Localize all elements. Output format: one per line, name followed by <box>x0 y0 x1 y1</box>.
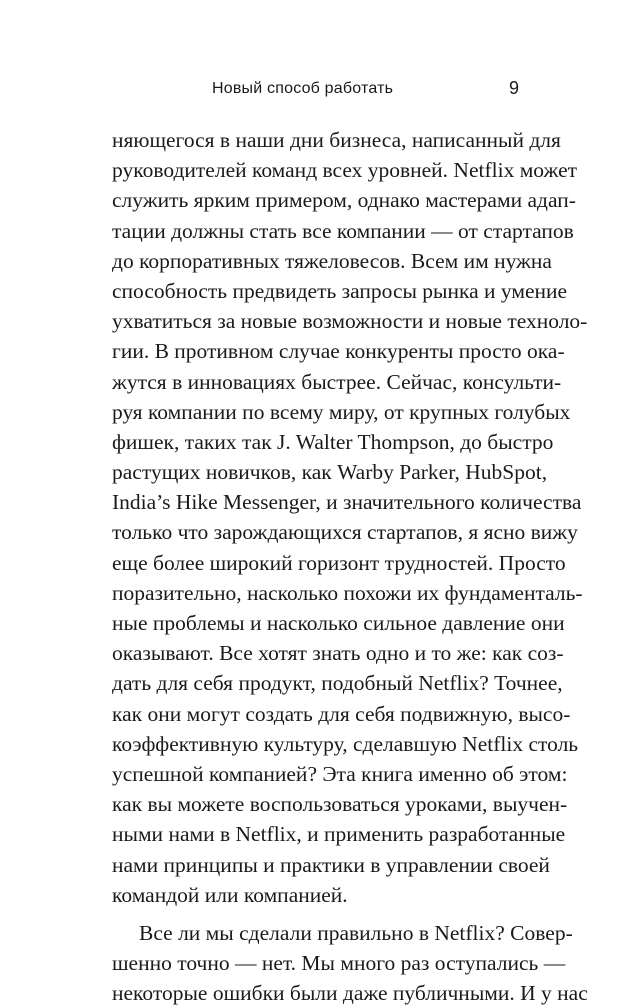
text-line: няющегося в наши дни бизнеса, написанный для <box>112 128 561 152</box>
text-line: еще более широкий горизонт трудностей. Просто <box>112 550 566 575</box>
text-line: жутся в инновациях быстрее. Сейчас, консульти- <box>112 369 562 394</box>
text-line: коэффективную культуру, сделавшую Netflix столь <box>112 731 579 756</box>
text-line: руководителей команд всех уровней. Netflix может <box>112 158 578 183</box>
text-line: нами принципы и практики в управлении своей <box>112 852 550 877</box>
text-line: поразительно, насколько похожи их фундаменталь- <box>112 580 583 605</box>
text-line: дать для себя продукт, подобный Netflix? Точнее, <box>112 671 563 696</box>
text-line: некоторые ошибки были даже публичными. И у нас <box>112 981 588 1006</box>
text-line: ные проблемы и насколько сильное давление они <box>112 611 565 635</box>
paragraph <box>112 918 588 1008</box>
text-line: служить ярким примером, однако мастерами адап- <box>112 188 576 213</box>
text-line: до корпоративных тяжеловесов. Всем им нужна <box>112 248 552 273</box>
text-line: оказывают. Все хотят знать одно и то же: как соз- <box>112 641 564 666</box>
text-line: Все ли мы сделали правильно в Netflix? Совер- <box>139 920 573 945</box>
text-line: как они могут создать для себя подвижную, высо- <box>112 701 571 726</box>
text-line: успешной компанией? Эта книга именно об этом: <box>112 761 568 786</box>
text-line: шенно точно — нет. Мы много раз оступались — <box>112 951 566 976</box>
text-line: гии. В противном случае конкуренты просто ока- <box>112 339 565 364</box>
paragraph-gap <box>112 910 519 918</box>
body-text <box>112 125 588 1008</box>
text-line: как вы можете воспользоваться уроками, выучен- <box>112 792 568 817</box>
text-line: руя компании по всему миру, от крупных голубых <box>112 399 571 424</box>
text-line: фишек, таких так J. Walter Thompson, до быстро <box>112 429 554 454</box>
text-line: ными нами в Netflix, и применить разработанные <box>112 822 566 847</box>
running-header <box>112 78 519 108</box>
page-number: 9 <box>508 78 519 98</box>
text-line: командой или компанией. <box>112 882 348 907</box>
paragraph <box>112 125 588 910</box>
text-line: тации должны стать все компании — от стартапов <box>112 218 574 243</box>
text-line: ухватиться за новые возможности и новые техноло- <box>112 309 588 334</box>
text-line: India’s Hike Messenger, и значительного количества <box>112 490 582 515</box>
text-line: способность предвидеть запросы рынка и умение <box>112 278 568 303</box>
running-title: Новый способ работать <box>212 80 394 97</box>
text-line: только что зарождающихся стартапов, я ясно вижу <box>112 520 578 545</box>
text-line: растущих новичков, как Warby Parker, HubSpot, <box>112 460 548 485</box>
